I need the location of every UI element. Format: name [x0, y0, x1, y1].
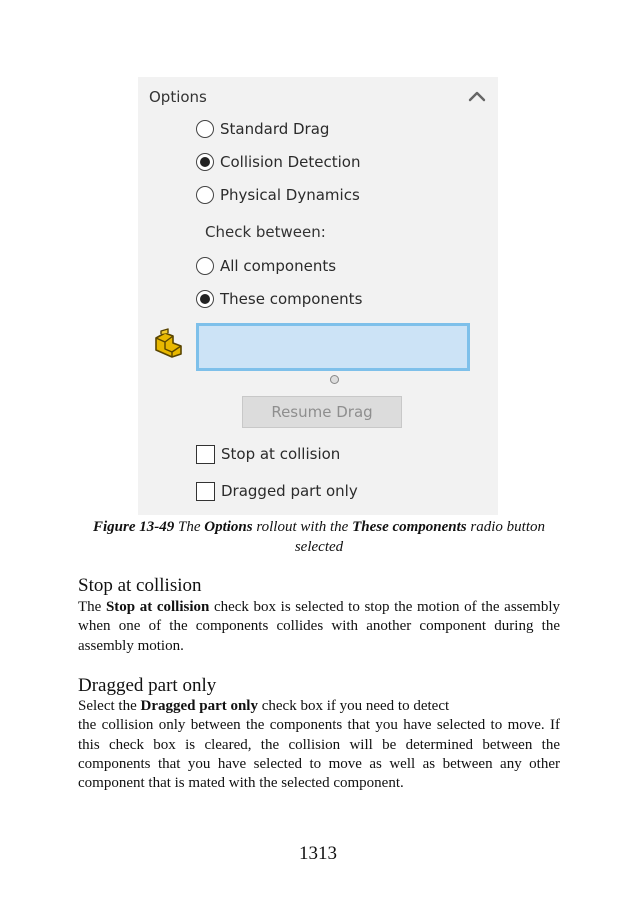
radio-button[interactable] — [196, 257, 214, 275]
radio-label: These components — [220, 290, 363, 308]
paragraph-first-line — [78, 697, 560, 716]
paragraph-bold: Stop at collision — [105, 599, 210, 615]
chevron-up-icon[interactable] — [468, 89, 486, 103]
paragraph-text: check box is selected to stop the motion of the assembly when one of the components collides with another component during the assembly motion. — [78, 599, 560, 654]
section-heading-dragged-part-only: Dragged part only — [78, 675, 217, 696]
section-paragraph-dragged-part-only — [78, 697, 560, 793]
radio-standard-drag[interactable] — [196, 118, 329, 140]
caption-text: radio button selected — [294, 519, 545, 555]
paragraph-text: Select the — [78, 698, 141, 714]
radio-label: All components — [220, 257, 337, 275]
check-between-label: Check between: — [205, 223, 326, 241]
figure-caption — [78, 517, 560, 557]
options-rollout-panel — [138, 77, 498, 515]
radio-collision-detection[interactable] — [196, 151, 360, 173]
paragraph-text: check box if you need to detect — [257, 698, 450, 714]
section-heading-stop-at-collision: Stop at collision — [78, 575, 202, 596]
resume-drag-button[interactable]: Resume Drag — [242, 396, 402, 428]
radio-all-components[interactable] — [196, 255, 336, 277]
radio-label: Standard Drag — [220, 120, 330, 138]
checkbox[interactable] — [196, 482, 215, 501]
caption-bold: These components — [352, 519, 467, 535]
component-icon — [153, 328, 185, 358]
options-title: Options — [149, 88, 207, 106]
paragraph-body: the collision only between the components that you have selected to move. If this check box is cleared, the collision will be determined between the components that you have selected to move as well as between any other component that is mated with the selected component. — [78, 717, 560, 792]
page-number: 1313 — [299, 843, 337, 864]
radio-these-components[interactable] — [196, 288, 362, 310]
radio-button[interactable] — [196, 290, 214, 308]
radio-label: Collision Detection — [220, 153, 361, 171]
checkbox-label: Stop at collision — [221, 445, 341, 463]
component-selection-box[interactable] — [196, 323, 470, 371]
radio-label: Physical Dynamics — [220, 186, 360, 204]
caption-text: rollout with the — [252, 519, 353, 535]
figure-number: Figure 13-49 — [92, 519, 175, 535]
section-paragraph-stop-at-collision — [78, 598, 560, 656]
resize-handle[interactable] — [330, 375, 339, 384]
radio-button[interactable] — [196, 153, 214, 171]
radio-physical-dynamics[interactable] — [196, 184, 360, 206]
checkbox-label: Dragged part only — [221, 482, 358, 500]
checkbox-dragged-part-only[interactable] — [196, 480, 358, 502]
caption-text: The — [174, 519, 205, 535]
checkbox[interactable] — [196, 445, 215, 464]
paragraph-bold: Dragged part only — [140, 698, 258, 714]
radio-button[interactable] — [196, 120, 214, 138]
checkbox-stop-at-collision[interactable] — [196, 443, 340, 465]
caption-bold: Options — [204, 519, 253, 535]
paragraph-text: The — [78, 599, 106, 615]
radio-button[interactable] — [196, 186, 214, 204]
